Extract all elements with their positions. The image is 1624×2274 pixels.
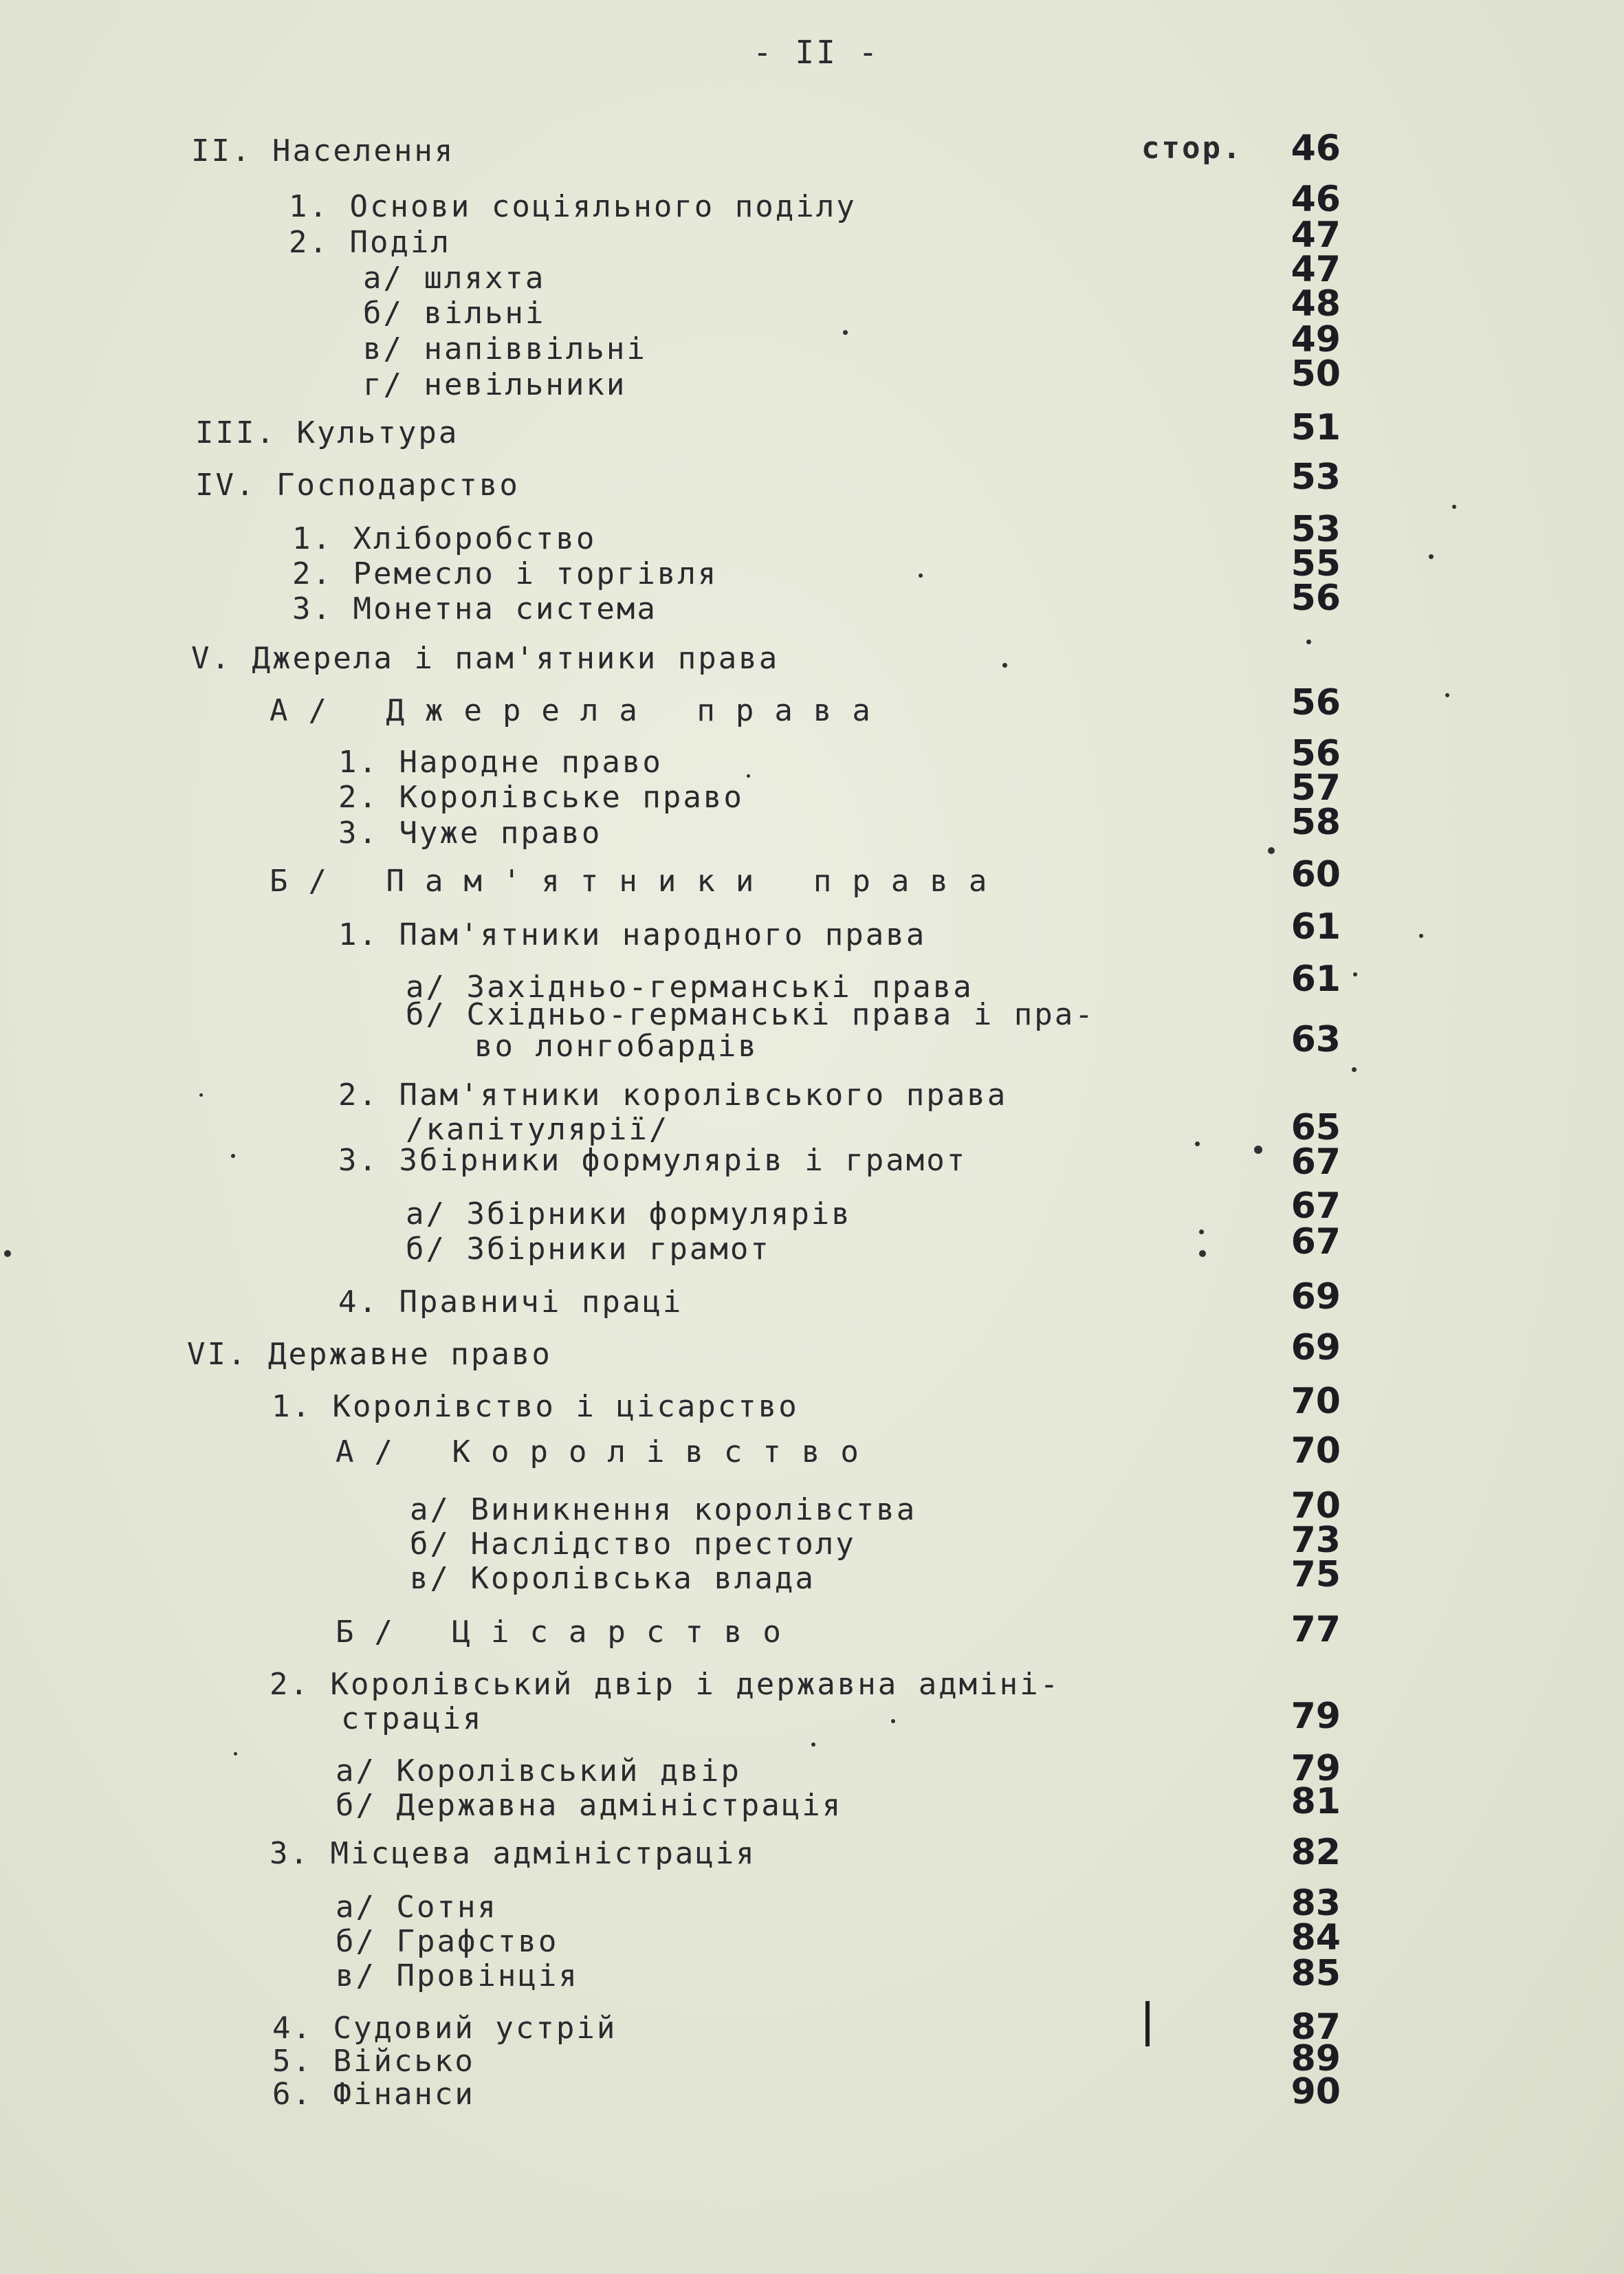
toc-entry-page: 85 (1291, 1953, 1341, 1994)
toc-entry-text: б/ вільні (363, 296, 546, 331)
toc-subsection-heading: А/ Джерела права (270, 693, 891, 728)
toc-entry-text: 3. Місцева адміністрація (270, 1836, 756, 1871)
toc-entry-text: 2. Ремесло і торгівля (292, 556, 718, 591)
toc-entry-page: 70 (1291, 1485, 1341, 1527)
toc-entry-page: 57 (1291, 767, 1341, 809)
toc-entry-page: 70 (1291, 1430, 1341, 1472)
toc-entry-page: 70 (1291, 1381, 1341, 1422)
toc-entry-page: 83 (1291, 1883, 1341, 1924)
paper-speck (843, 330, 848, 335)
toc-entry-text: III. Культура (195, 415, 459, 450)
toc-entry-page: 50 (1291, 353, 1341, 395)
toc-entry-text: 1. Пам'ятники народного права (338, 917, 927, 952)
toc-entry-text: 2. Поділ (289, 225, 451, 260)
toc-entry-text: б/ Східньо-германські права і пра- (406, 997, 1095, 1032)
toc-entry-page: 53 (1291, 457, 1341, 498)
toc-entry-text: /капітулярії/ (406, 1112, 670, 1147)
toc-entry-page: 67 (1291, 1185, 1341, 1227)
paper-speck (1254, 1146, 1262, 1154)
toc-entry-page: 53 (1291, 509, 1341, 550)
toc-entry-page: 63 (1291, 1019, 1341, 1060)
toc-entry-page: 46 (1291, 179, 1341, 220)
toc-entry-page: 67 (1291, 1141, 1341, 1183)
toc-entry-page: 67 (1291, 1221, 1341, 1262)
paper-speck (1445, 693, 1449, 697)
toc-entry-page: 48 (1291, 283, 1341, 325)
paper-speck (4, 1250, 11, 1257)
toc-entry-text: во лонгобардів (474, 1029, 758, 1064)
toc-entry-page: 61 (1291, 906, 1341, 948)
toc-entry-page: 89 (1291, 2038, 1341, 2079)
paper-speck (1452, 505, 1456, 509)
toc-entry-text: 6. Фінанси (272, 2077, 475, 2112)
paper-speck (1352, 1067, 1357, 1072)
toc-section-heading: V. Джерела і пам'ятники права (191, 641, 780, 676)
toc-entry-page: 49 (1291, 319, 1341, 360)
toc-entry-page: 65 (1291, 1107, 1341, 1148)
toc-entry-text: 1. Основи соціяльного поділу (289, 189, 857, 224)
paper-speck (811, 1742, 815, 1747)
toc-subsection-heading: А/ Королівство (336, 1434, 879, 1469)
toc-entry-text: 2. Королівське право (338, 780, 744, 815)
toc-entry-text: 1. Народне право (338, 745, 663, 780)
toc-entry-page: 90 (1291, 2071, 1341, 2112)
toc-entry-page: 56 (1291, 733, 1341, 774)
toc-entry-page: 75 (1291, 1554, 1341, 1595)
toc-subsection-heading: Б/ Пам'ятники права (270, 864, 1008, 899)
toc-entry-text: IV. Господарство (195, 468, 520, 503)
toc-entry-text: 3. Чуже право (338, 816, 602, 851)
toc-entry-page: 51 (1291, 407, 1341, 448)
toc-section-heading: VI. Державне право (187, 1337, 552, 1372)
toc-entry-page: 81 (1291, 1781, 1341, 1822)
toc-entry-page: 46 (1291, 128, 1341, 169)
toc-entry-page: 69 (1291, 1327, 1341, 1368)
toc-entry-page: 60 (1291, 854, 1341, 895)
toc-entry-text: 2. Пам'ятники королівського права (338, 1078, 1008, 1113)
paper-speck (1199, 1250, 1206, 1257)
toc-entry-page: 79 (1291, 1748, 1341, 1789)
toc-entry-text: а/ Сотня (336, 1890, 498, 1925)
toc-entry-page: 82 (1291, 1832, 1341, 1873)
toc-entry-text: а/ шляхта (363, 261, 546, 296)
toc-entry-text: 2. Королівський двір і державна адміні- (270, 1667, 1061, 1702)
paper-speck (1199, 1229, 1204, 1234)
page-number: - II - (753, 34, 880, 71)
toc-entry-page: 47 (1291, 249, 1341, 290)
toc-entry-text: 3. Монетна система (292, 591, 657, 626)
toc-entry-page: 61 (1291, 959, 1341, 1000)
paper-speck (199, 1093, 203, 1097)
paper-speck (1268, 847, 1275, 854)
toc-entry-text: 1. Королівство і цісарство (272, 1389, 799, 1424)
toc-entry-text: в/ напіввільні (363, 331, 647, 367)
toc-entry-page: 79 (1291, 1696, 1341, 1737)
toc-entry-text: б/ Збірники грамот (406, 1232, 771, 1267)
toc-entry-text: а/ Західньо-германські права (406, 970, 974, 1005)
toc-entry-page: 69 (1291, 1276, 1341, 1318)
toc-entry-text: 4. Правничі праці (338, 1284, 683, 1320)
toc-entry-text: II. Населення (191, 133, 455, 168)
paper-speck (231, 1154, 235, 1158)
toc-entry-text: в/ Провінція (336, 1958, 579, 1993)
paper-speck (1306, 639, 1311, 644)
toc-entry-text: а/ Виникнення королівства (410, 1492, 917, 1527)
paper-speck (234, 1752, 237, 1756)
toc-subsection-heading: Б/ Цісарство (336, 1615, 802, 1650)
toc-entry-text: 4. Судовий устрій (272, 2011, 617, 2046)
toc-entry-page: 77 (1291, 1609, 1341, 1650)
toc-entry-page: 73 (1291, 1520, 1341, 1561)
toc-entry-text: б/ Графство (336, 1924, 559, 1959)
toc-entry-page: 55 (1291, 543, 1341, 584)
paper-speck (1353, 972, 1357, 976)
toc-entry-text: б/ Державна адміністрація (336, 1788, 843, 1823)
toc-entry-text: а/ Збірники формулярів (406, 1196, 852, 1232)
toc-entry-text: в/ Королівська влада (410, 1561, 815, 1596)
toc-entry-page: 56 (1291, 682, 1341, 723)
toc-entry-text: б/ Наслідство престолу (410, 1527, 856, 1562)
paper-speck (891, 1719, 895, 1723)
toc-entry-text: 3. Збірники формулярів і грамот (338, 1143, 967, 1178)
toc-entry-page: 56 (1291, 578, 1341, 619)
paper-speck (919, 573, 923, 578)
toc-entry-text: г/ невільники (363, 367, 627, 402)
toc-entry-text: 1. Хліборобство (292, 521, 597, 556)
paper-speck (747, 774, 750, 778)
paper-speck (1002, 663, 1007, 668)
toc-entry-page: 87 (1291, 2007, 1341, 2048)
typewriter-vertical-mark (1145, 2001, 1150, 2046)
toc-entry-text: страція (341, 1701, 483, 1736)
page-abbrev: стор. (1141, 131, 1243, 166)
toc-entry-text: 5. Військо (272, 2044, 475, 2079)
paper-speck (1419, 934, 1423, 938)
toc-entry-page: 47 (1291, 215, 1341, 256)
paper-speck (1429, 554, 1434, 559)
toc-entry-page: 84 (1291, 1917, 1341, 1958)
paper-speck (1195, 1141, 1200, 1146)
toc-entry-text: а/ Королівський двір (336, 1753, 741, 1789)
toc-entry-page: 58 (1291, 802, 1341, 843)
